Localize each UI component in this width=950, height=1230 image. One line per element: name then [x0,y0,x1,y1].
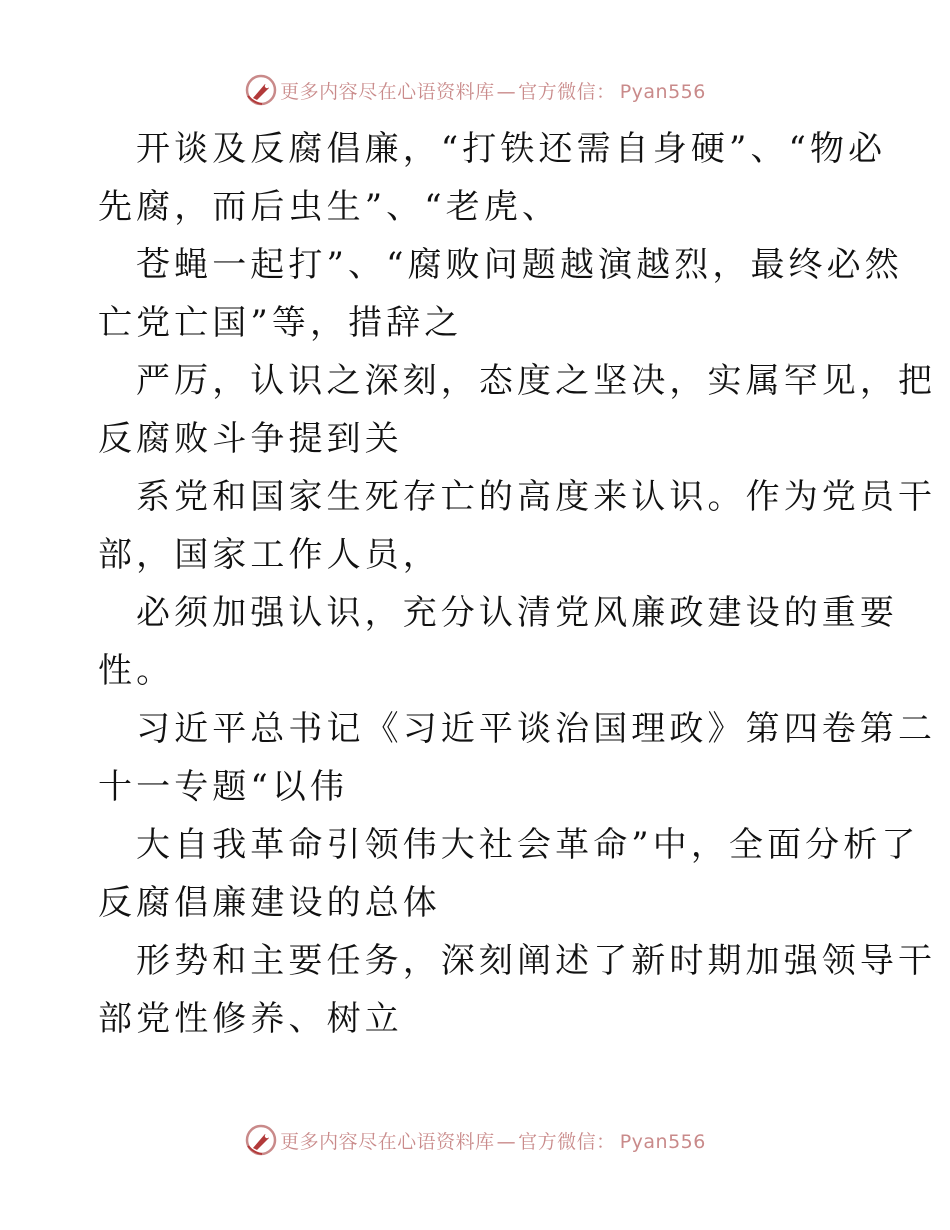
watermark-site: 更多内容尽在心语资料库 [280,80,495,103]
pen-nib-seal-icon [244,1123,278,1157]
text-line: 亡党亡国”等，措辞之 [98,303,463,343]
text-line: 系党和国家生死存亡的高度来认识。作为党员干 [136,477,937,517]
watermark-dash: — [496,1130,517,1153]
pen-nib-seal-icon [244,73,278,107]
watermark-dash: — [496,80,517,103]
header-watermark [0,70,950,110]
watermark-text [280,1127,706,1154]
watermark-id: Pyan556 [619,80,706,103]
footer-watermark [0,1120,950,1160]
text-line: 形势和主要任务，深刻阐述了新时期加强领导干 [136,941,937,981]
text-line: 反腐败斗争提到关 [98,419,403,459]
text-line: 严厉，认识之深刻，态度之坚决，实属罕见，把 [136,361,937,401]
watermark-label: 官方微信： [518,80,616,103]
watermark-id: Pyan556 [619,1130,706,1153]
text-line: 开谈及反腐倡廉，“打铁还需自身硬”、“物必 [136,129,887,169]
watermark-text [280,77,706,104]
text-line: 先腐，而后虫生”、“老虎、 [98,187,561,227]
text-line: 部党性修养、树立 [98,999,403,1039]
text-line: 大自我革命引领伟大社会革命”中，全面分析了 [136,825,920,865]
document-body [98,120,937,1048]
text-line: 习近平总书记《习近平谈治国理政》第四卷第二 [136,709,937,749]
text-line: 必须加强认识，充分认清党风廉政建设的重要 [136,593,898,633]
text-line: 反腐倡廉建设的总体 [98,883,441,923]
text-line: 十一专题“以伟 [98,767,349,807]
watermark-site: 更多内容尽在心语资料库 [280,1130,495,1153]
text-line: 苍蝇一起打”、“腐败问题越演越烈，最终必然 [136,245,903,285]
text-line: 部，国家工作人员， [98,535,441,575]
watermark-label: 官方微信： [518,1130,616,1153]
text-line: 性。 [98,651,175,691]
